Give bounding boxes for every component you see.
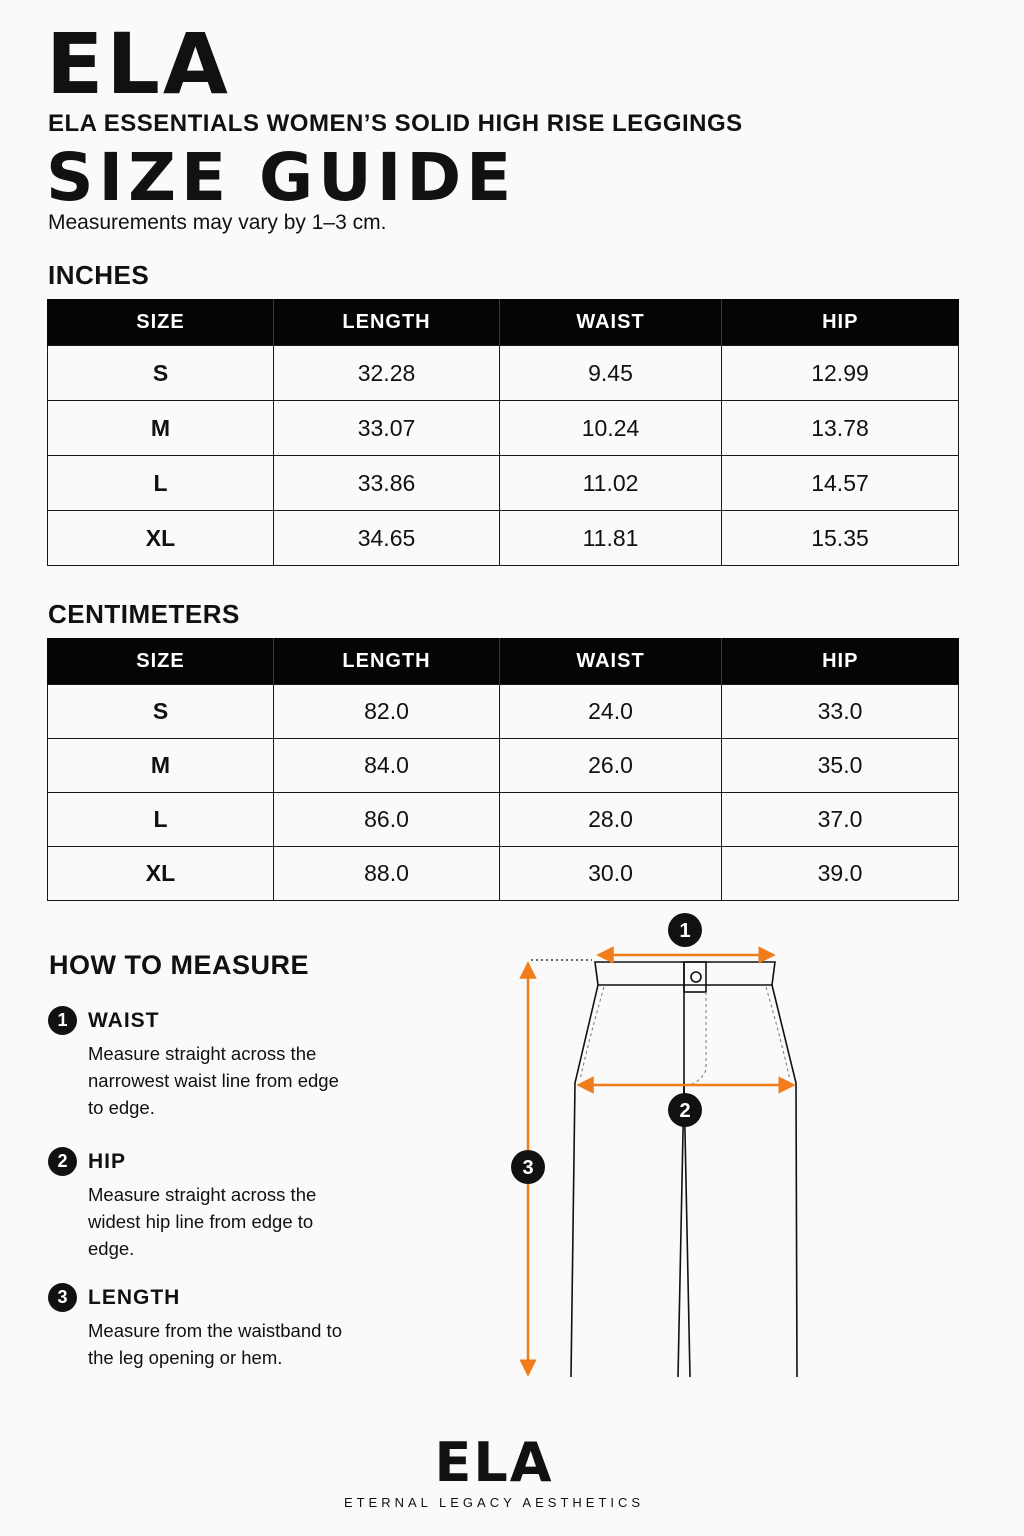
- waist-cell: 9.45: [500, 346, 722, 401]
- footer-brand-logo: ELA: [434, 1431, 554, 1494]
- length-cell: 33.07: [274, 401, 500, 456]
- brand-logo: ELA: [46, 15, 231, 113]
- measurement-note: Measurements may vary by 1–3 cm.: [48, 211, 387, 234]
- centimeters-label: CENTIMETERS: [48, 599, 240, 629]
- table-row: [48, 511, 959, 566]
- length-cell: 86.0: [274, 793, 500, 847]
- product-name: ELA ESSENTIALS WOMEN’S SOLID HIGH RISE LEGGINGS: [48, 110, 743, 137]
- waist-cell: 11.02: [500, 456, 722, 511]
- centimeters-size-table: [47, 638, 959, 901]
- table-row: [48, 847, 959, 901]
- hip-cell: 33.0: [722, 685, 959, 739]
- length-cell: 33.86: [274, 456, 500, 511]
- hip-cell: 12.99: [722, 346, 959, 401]
- size-cell: L: [48, 793, 274, 847]
- column-header-hip: HIP: [722, 638, 959, 685]
- marker-waist: [668, 913, 702, 947]
- marker-length: [511, 1150, 545, 1184]
- waist-cell: 11.81: [500, 511, 722, 566]
- hip-cell: 14.57: [722, 456, 959, 511]
- hip-cell: 39.0: [722, 847, 959, 901]
- hip-cell: 37.0: [722, 793, 959, 847]
- length-cell: 34.65: [274, 511, 500, 566]
- size-cell: S: [48, 685, 274, 739]
- inches-label: INCHES: [48, 260, 150, 290]
- table-row: [48, 346, 959, 401]
- step-number-badge: 1: [48, 1006, 77, 1035]
- hip-cell: 35.0: [722, 739, 959, 793]
- waist-cell: 26.0: [500, 739, 722, 793]
- size-cell: XL: [48, 847, 274, 901]
- waist-cell: 30.0: [500, 847, 722, 901]
- how-to-measure-title: HOW TO MEASURE: [49, 950, 310, 980]
- size-cell: M: [48, 401, 274, 456]
- length-cell: 88.0: [274, 847, 500, 901]
- marker-number: 2: [679, 1100, 691, 1122]
- step-description: Measure straight across the narrowest waist line from edge to edge.: [88, 1043, 339, 1118]
- size-cell: XL: [48, 511, 274, 566]
- length-cell: 84.0: [274, 739, 500, 793]
- step-description: Measure straight across the widest hip line from edge to edge.: [88, 1184, 317, 1259]
- table-row: [48, 401, 959, 456]
- hip-cell: 13.78: [722, 401, 959, 456]
- footer-tagline: ETERNAL LEGACY AESTHETICS: [343, 1495, 645, 1510]
- table-row: [48, 739, 959, 793]
- column-header-waist: WAIST: [500, 299, 722, 346]
- step-number-badge: 2: [48, 1147, 77, 1176]
- leggings-outline: [571, 962, 797, 1377]
- page-title: SIZE GUIDE: [46, 139, 517, 216]
- column-header-size: SIZE: [48, 299, 274, 346]
- hip-cell: 15.35: [722, 511, 959, 566]
- step-number-badge: 3: [48, 1283, 77, 1312]
- inches-size-table: [47, 299, 959, 566]
- length-cell: 32.28: [274, 346, 500, 401]
- column-header-hip: HIP: [722, 299, 959, 346]
- step-title: WAIST: [88, 1009, 160, 1032]
- leggings-measure-diagram: [500, 905, 820, 1385]
- waist-cell: 10.24: [500, 401, 722, 456]
- column-header-size: SIZE: [48, 638, 274, 685]
- table-row: [48, 456, 959, 511]
- stitch-lines: [580, 987, 790, 1085]
- column-header-length: LENGTH: [274, 638, 500, 685]
- marker-hip: [668, 1093, 702, 1127]
- table-row: [48, 793, 959, 847]
- table-row: [48, 685, 959, 739]
- size-cell: L: [48, 456, 274, 511]
- column-header-length: LENGTH: [274, 299, 500, 346]
- step-title: HIP: [88, 1150, 127, 1173]
- step-title: LENGTH: [88, 1286, 181, 1309]
- waist-cell: 28.0: [500, 793, 722, 847]
- table-header-row: [48, 638, 959, 685]
- column-header-waist: WAIST: [500, 638, 722, 685]
- step-description: Measure from the waistband to the leg opening or hem.: [88, 1320, 342, 1368]
- marker-number: 1: [679, 920, 691, 942]
- waist-cell: 24.0: [500, 685, 722, 739]
- size-cell: M: [48, 739, 274, 793]
- marker-number: 3: [522, 1157, 534, 1179]
- length-cell: 82.0: [274, 685, 500, 739]
- table-header-row: [48, 299, 959, 346]
- size-cell: S: [48, 346, 274, 401]
